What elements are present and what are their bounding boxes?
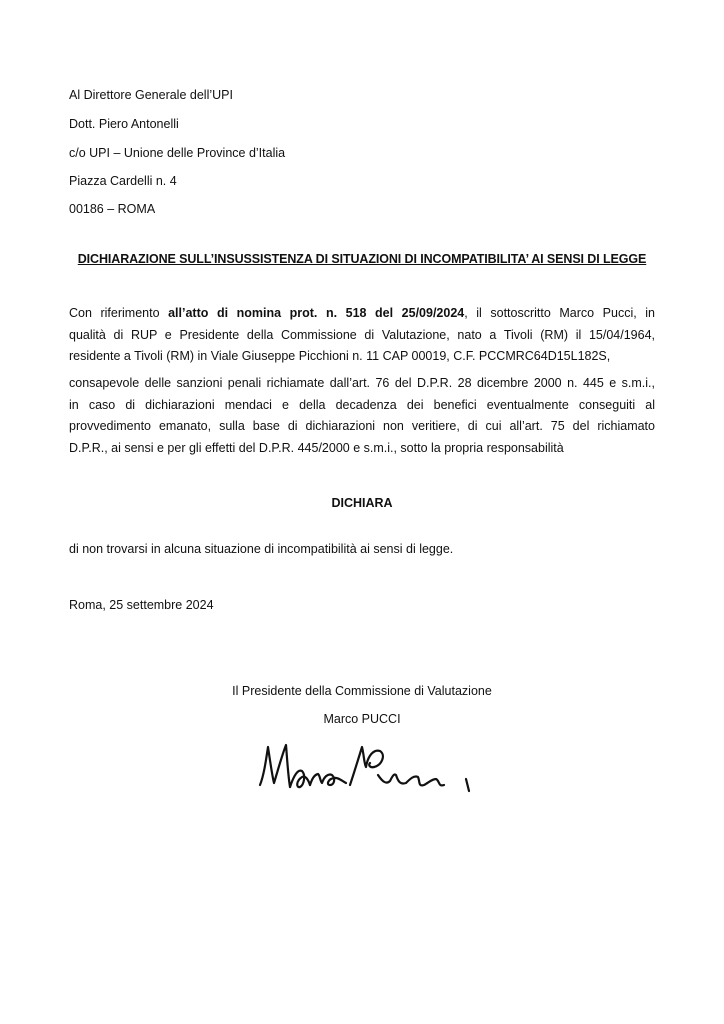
recipient-line-5: 00186 – ROMA [69,202,156,216]
reference-line-3: residente a Tivoli (RM) in Viale Giuseppe Picchioni n. 11 CAP 00019, C.F. PCCMRC64D15L182S, [69,349,611,363]
reference-line-1 [69,303,655,325]
signatory-name: Marco PUCCI [323,712,401,726]
place-date: Roma, 25 settembre 2024 [69,598,214,612]
handwritten-signature [250,735,490,805]
declaration-heading: DICHIARA [331,496,393,510]
document-title: DICHIARAZIONE SULL’INSUSSISTENZA DI SITUAZIONI DI INCOMPATIBILITA’ AI SENSI DI LEGGE [77,252,647,266]
awareness-line-2: in caso di dichiarazioni mendaci e della decadenza dei benefici eventualmente conseguiti al [69,397,655,412]
awareness-line-3: provvedimento emanato, sulla base di dichiarazioni non veritiere, di cui all’art. 75 del richiamato [69,419,655,433]
reference-suffix: , il sottoscritto Marco Pucci, in [464,306,655,320]
recipient-line-1: Al Direttore Generale dell’UPI [69,88,233,102]
awareness-line-4: D.P.R., ai sensi e per gli effetti del D.P.R. 445/2000 e s.m.i., sotto la propria responsabilità [69,440,564,455]
recipient-line-3: c/o UPI – Unione delle Province d’Italia [69,146,286,160]
awareness-paragraph [69,373,655,459]
recipient-line-4: Piazza Cardelli n. 4 [69,174,177,188]
appointment-reference: all’atto di nomina prot. n. 518 del 25/09/2024 [168,306,465,320]
declaration-statement: di non trovarsi in alcuna situazione di incompatibilità ai sensi di legge. [69,542,454,556]
reference-line-2: qualità di RUP e Presidente della Commissione di Valutazione, nato a Tivoli (RM) il 15/04/1964, [69,327,655,342]
awareness-line-1: consapevole delle sanzioni penali richiamate dall’art. 76 del D.P.R. 28 dicembre 2000 n. 445 e s.m.i., [69,376,655,390]
recipient-line-2: Dott. Piero Antonelli [69,117,179,131]
reference-prefix: Con riferimento [69,306,169,320]
signatory-role: Il Presidente della Commissione di Valutazione [232,684,492,698]
reference-paragraph [69,303,655,368]
